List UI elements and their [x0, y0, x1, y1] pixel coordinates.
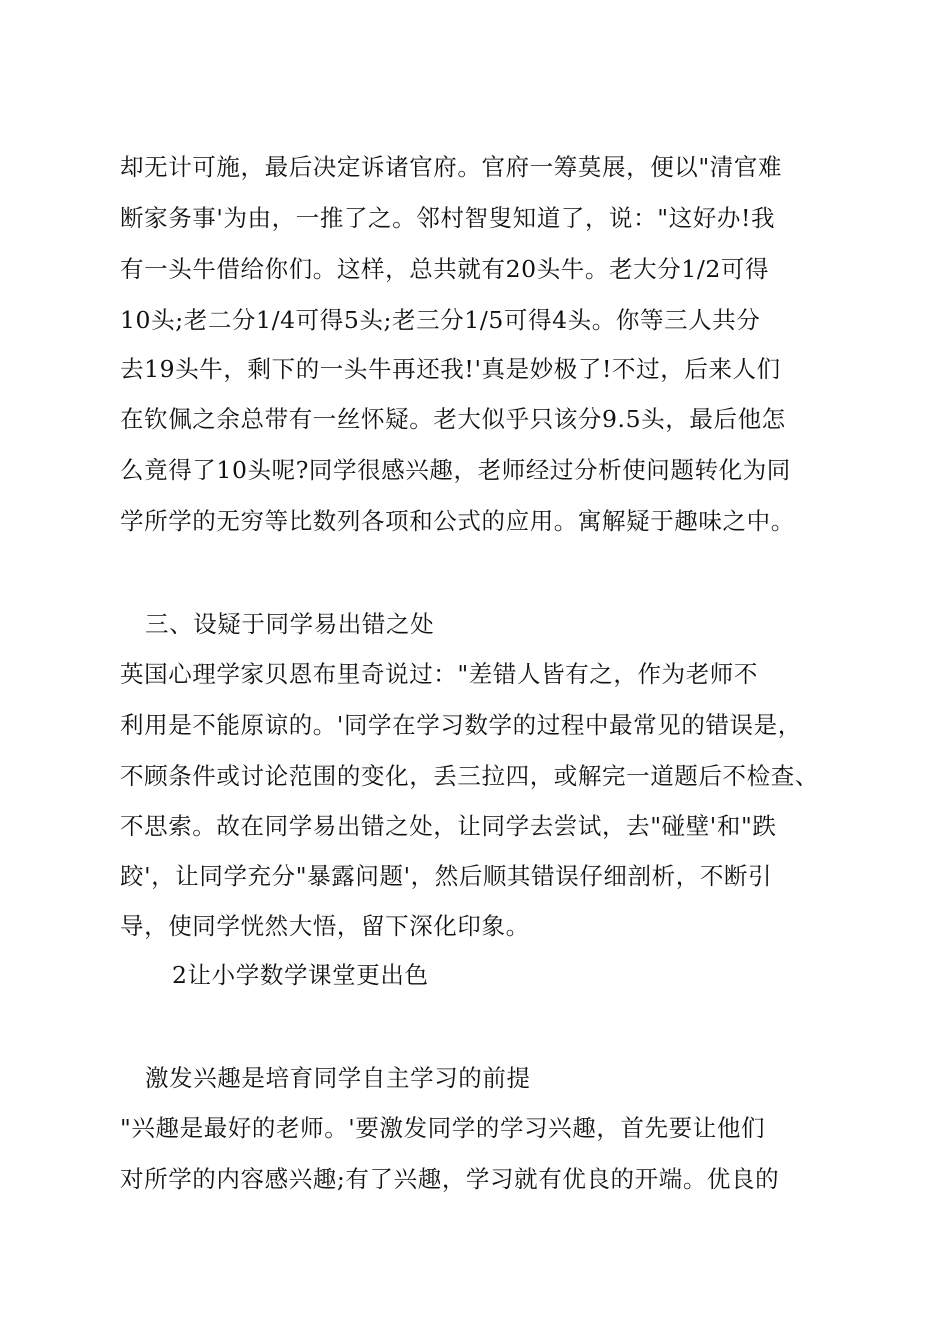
- section-heading: 2让小学数学课堂更出色: [172, 961, 429, 989]
- paragraph-line: 跤'，让同学充分"暴露问题'，然后顺其错误仔细剖析，不断引: [120, 862, 773, 890]
- paragraph-line: 去19头牛，剩下的一头牛再还我!'真是妙极了!不过，后来人们: [120, 355, 781, 383]
- paragraph-line: 学所学的无穷等比数列各项和公式的应用。寓解疑于趣味之中。: [120, 507, 795, 535]
- paragraph-line: 10头;老二分1/4可得5头;老三分1/5可得4头。你等三人共分: [120, 306, 761, 334]
- paragraph-line: 对所学的内容感兴趣;有了兴趣，学习就有优良的开端。优良的: [120, 1165, 780, 1193]
- paragraph-line: 英国心理学家贝恩布里奇说过："差错人皆有之，作为老师不: [120, 660, 759, 688]
- paragraph-line: 不思索。故在同学易出错之处，让同学去尝试，去"碰壁'和"跌: [120, 812, 777, 840]
- paragraph-line: 有一头牛借给你们。这样，总共就有20头牛。老大分1/2可得: [120, 255, 770, 283]
- section-heading: 激发兴趣是培育同学自主学习的前提: [145, 1064, 531, 1092]
- section-heading: 三、设疑于同学易出错之处: [145, 610, 435, 638]
- paragraph-line: 不顾条件或讨论范围的变化，丢三拉四，或解完一道题后不检查、: [120, 762, 819, 790]
- paragraph-line: 却无计可施，最后决定诉诸官府。官府一筹莫展，便以"清官难: [120, 153, 783, 181]
- paragraph-line: 断家务事'为由，一推了之。邻村智叟知道了，说："这好办!我: [120, 204, 776, 232]
- paragraph-line: 导，使同学恍然大悟，留下深化印象。: [120, 912, 530, 940]
- paragraph-line: 么竟得了10头呢?同学很感兴趣，老师经过分析使问题转化为同: [120, 456, 791, 484]
- paragraph-line: 在钦佩之余总带有一丝怀疑。老大似乎只该分9.5头，最后他怎: [120, 405, 786, 433]
- paragraph-line: "兴趣是最好的老师。'要激发同学的学习兴趣，首先要让他们: [120, 1114, 766, 1142]
- paragraph-line: 利用是不能原谅的。'同学在学习数学的过程中最常见的错误是，: [120, 711, 802, 739]
